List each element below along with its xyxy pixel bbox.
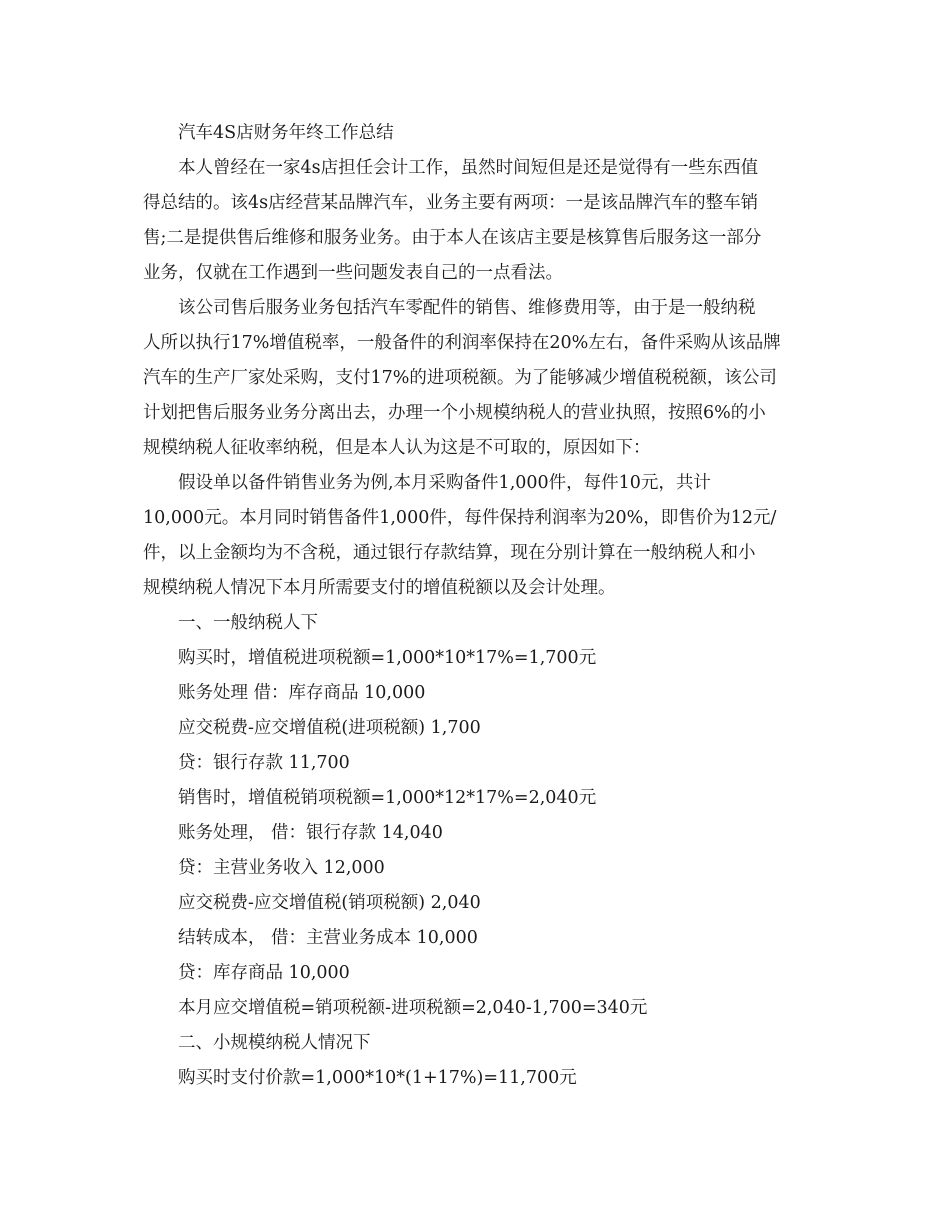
text-line: 业务，仅就在工作遇到一些问题发表自己的一点看法。: [143, 263, 563, 283]
text-line: 本人曾经在一家4s店担任会计工作，虽然时间短但是还是觉得有一些东西值: [178, 158, 759, 178]
text-line: 一、一般纳税人下: [178, 613, 318, 633]
document-body: [143, 116, 813, 1096]
text-line: 二、小规模纳税人情况下: [178, 1033, 371, 1053]
text-line: 计划把售后服务业务分离出去，办理一个小规模纳税人的营业执照，按照6%的小: [143, 403, 766, 423]
text-line: 售;二是提供售后维修和服务业务。由于本人在该店主要是核算售后服务这一部分: [143, 228, 762, 248]
text-line: 假设单以备件销售业务为例,本月采购备件1,000件，每件10元，共计: [178, 473, 711, 493]
text-line: 得总结的。该4s店经营某品牌汽车，业务主要有两项：一是该品牌汽车的整车销: [143, 193, 759, 213]
text-line: 贷：主营业务收入 12,000: [178, 858, 385, 878]
text-line: 应交税费-应交增值税(进项税额) 1,700: [178, 718, 481, 738]
text-line: 人所以执行17%增值税率，一般备件的利润率保持在20%左右，备件采购从该品牌: [143, 333, 781, 353]
text-line: 贷：银行存款 11,700: [178, 753, 350, 773]
document-title: 汽车4S店财务年终工作总结: [178, 123, 394, 143]
text-line: 10,000元。本月同时销售备件1,000件，每件保持利润率为20%，即售价为12元/: [143, 508, 777, 528]
text-line: 账务处理 借：库存商品 10,000: [178, 683, 426, 703]
text-line: 该公司售后服务业务包括汽车零配件的销售、维修费用等，由于是一般纳税: [178, 298, 756, 318]
paragraph-lines: [143, 151, 813, 1096]
text-line: 账务处理， 借：银行存款 14,040: [178, 823, 443, 843]
text-line: 销售时，增值税销项税额=1,000*12*17%=2,040元: [178, 788, 597, 808]
text-line: 结转成本， 借：主营业务成本 10,000: [178, 928, 478, 948]
text-line: 购买时，增值税进项税额=1,000*10*17%=1,700元: [178, 648, 597, 668]
text-line: 汽车的生产厂家处采购，支付17%的进项税额。为了能够减少增值税税额，该公司: [143, 368, 777, 388]
text-line: 本月应交增值税=销项税额-进项税额=2,040-1,700=340元: [178, 998, 648, 1018]
text-line: 应交税费-应交增值税(销项税额) 2,040: [178, 893, 481, 913]
text-line: 规模纳税人情况下本月所需要支付的增值税额以及会计处理。: [143, 578, 616, 598]
text-line: 购买时支付价款=1,000*10*(1+17%)=11,700元: [178, 1068, 577, 1088]
text-line: 规模纳税人征收率纳税，但是本人认为这是不可取的，原因如下：: [143, 438, 651, 458]
text-line: 贷：库存商品 10,000: [178, 963, 350, 983]
text-line: 件，以上金额均为不含税，通过银行存款结算，现在分别计算在一般纳税人和小: [143, 543, 756, 563]
